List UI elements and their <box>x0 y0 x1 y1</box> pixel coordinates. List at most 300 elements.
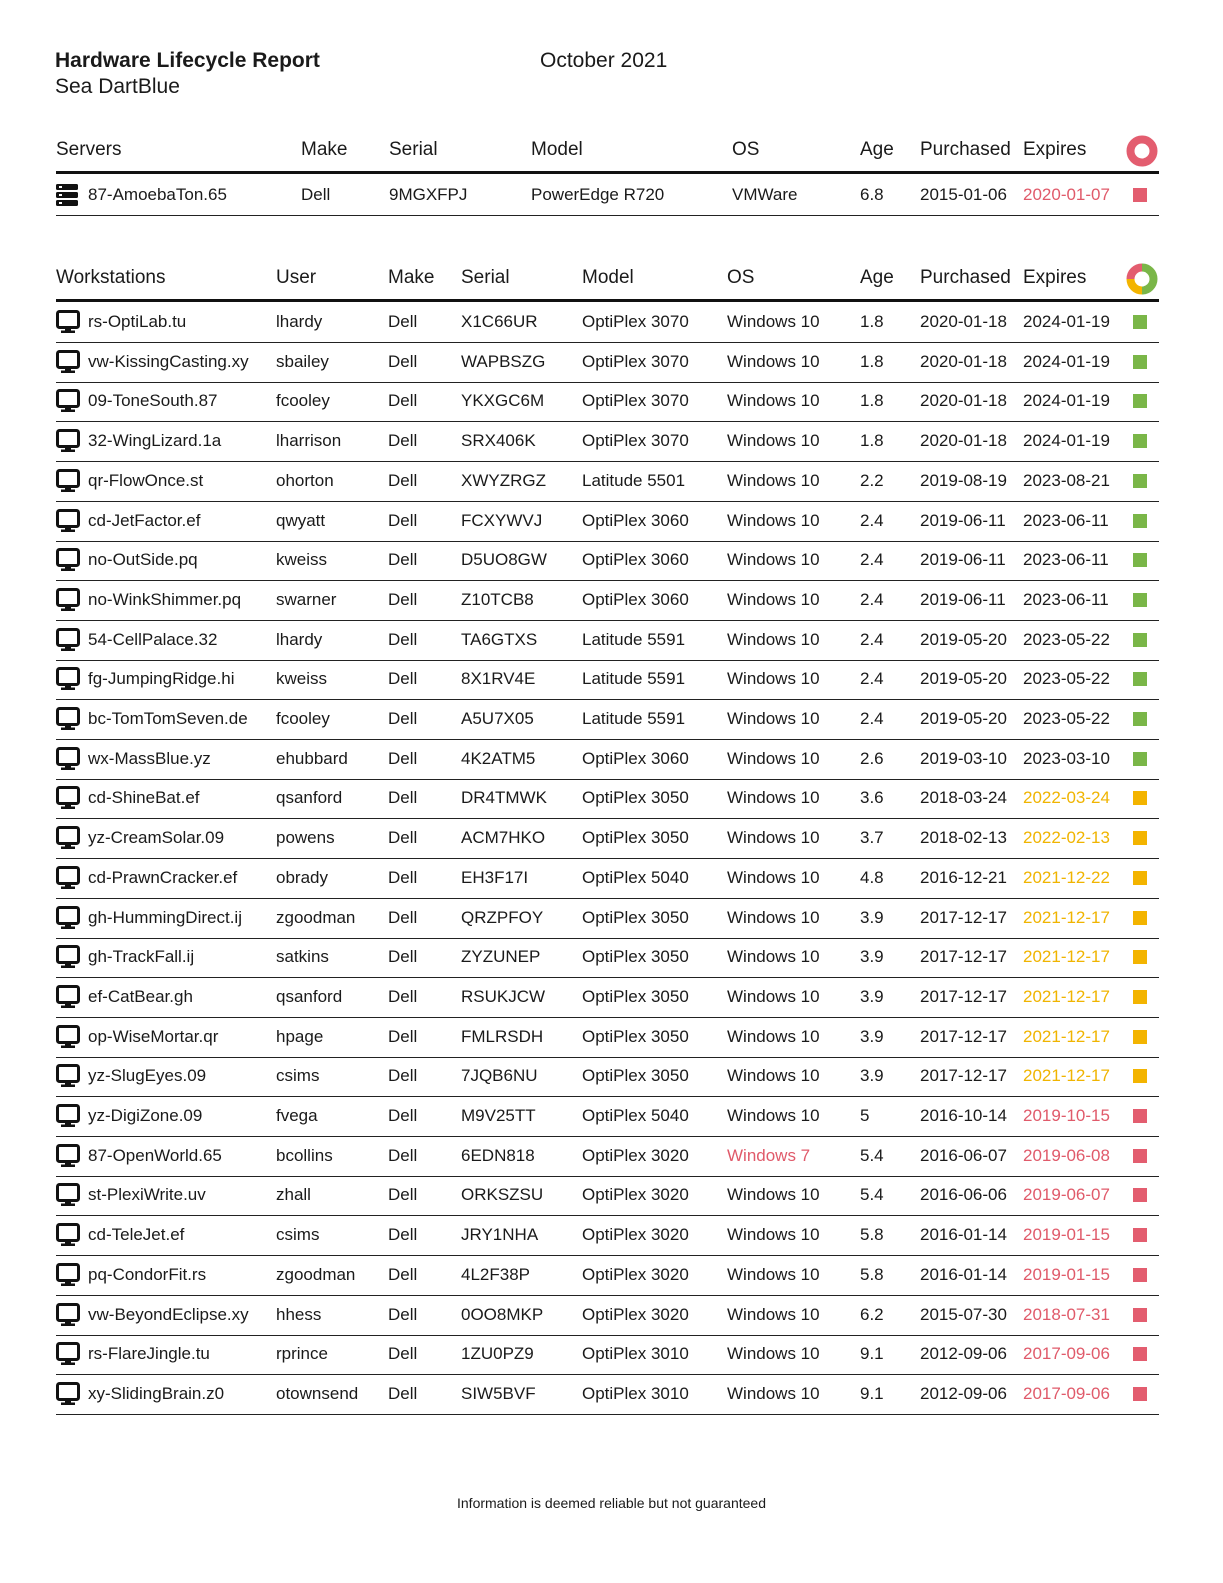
workstation-expires: 2019-06-07 <box>1023 1185 1110 1205</box>
workstation-model: OptiPlex 5040 <box>582 867 689 887</box>
workstation-name: cd-JetFactor.ef <box>88 510 201 530</box>
workstation-name: vw-KissingCasting.xy <box>88 351 249 371</box>
workstation-age: 3.9 <box>860 1066 884 1086</box>
workstation-row <box>56 1215 1159 1256</box>
server-serial: 9MGXFPJ <box>389 185 468 204</box>
workstation-model: OptiPlex 3020 <box>582 1145 689 1165</box>
workstation-serial: 6EDN818 <box>461 1145 535 1165</box>
workstation-expires: 2019-01-15 <box>1023 1264 1110 1284</box>
workstation-expires: 2019-01-15 <box>1023 1225 1110 1245</box>
workstation-serial: YKXGC6M <box>461 391 545 411</box>
workstation-serial: XWYZRGZ <box>461 470 546 490</box>
workstation-name: rs-FlareJingle.tu <box>88 1344 210 1364</box>
workstation-make: Dell <box>388 907 418 927</box>
workstation-expires: 2024-01-19 <box>1023 431 1110 451</box>
workstation-row <box>56 421 1159 462</box>
status-indicator-red <box>1133 1347 1147 1361</box>
workstation-expires: 2024-01-19 <box>1023 391 1110 411</box>
workstation-name: fg-JumpingRidge.hi <box>88 669 235 689</box>
workstation-expires: 2021-12-17 <box>1023 986 1110 1006</box>
workstation-row <box>56 1017 1159 1058</box>
workstation-model: Latitude 5501 <box>582 470 686 490</box>
server-model: PowerEdge R720 <box>531 185 665 204</box>
workstation-purchased: 2016-12-21 <box>920 867 1007 887</box>
workstation-make: Dell <box>388 669 418 689</box>
workstation-model: OptiPlex 3010 <box>582 1344 689 1364</box>
workstation-os: Windows 10 <box>727 669 820 689</box>
servers-header-make: Make <box>301 139 348 160</box>
workstation-name: wx-MassBlue.yz <box>88 748 211 768</box>
workstation-expires: 2019-06-08 <box>1023 1145 1110 1165</box>
workstation-row <box>56 858 1159 899</box>
status-indicator-green <box>1133 593 1147 607</box>
workstation-age: 2.4 <box>860 550 884 570</box>
workstation-expires: 2021-12-17 <box>1023 1026 1110 1046</box>
workstation-row <box>56 1175 1159 1216</box>
workstation-make: Dell <box>388 748 418 768</box>
workstation-name: gh-TrackFall.ij <box>88 947 195 967</box>
status-indicator-amber <box>1133 791 1147 805</box>
workstation-model: OptiPlex 3050 <box>582 947 689 967</box>
workstation-user: fcooley <box>276 709 330 728</box>
workstation-make: Dell <box>388 947 418 967</box>
workstation-serial: SRX406K <box>461 431 536 451</box>
workstation-model: OptiPlex 3020 <box>582 1225 689 1245</box>
workstation-user: lharrison <box>276 431 342 451</box>
workstation-age: 5.4 <box>860 1145 884 1165</box>
server-expires: 2020-01-07 <box>1023 185 1110 204</box>
report-period: October 2021 <box>540 49 668 72</box>
status-indicator-amber <box>1133 950 1147 964</box>
workstation-model: OptiPlex 3070 <box>582 312 689 331</box>
workstation-row <box>56 659 1159 700</box>
status-indicator-red <box>1133 1268 1147 1282</box>
workstation-user: rprince <box>276 1344 328 1364</box>
workstation-age: 2.4 <box>860 629 884 649</box>
monitor-icon <box>56 548 80 572</box>
workstation-serial: TA6GTXS <box>461 629 538 649</box>
workstation-row <box>56 620 1159 661</box>
workstation-purchased: 2017-12-17 <box>920 947 1007 967</box>
workstation-purchased: 2020-01-18 <box>920 431 1007 451</box>
workstation-os: Windows 10 <box>727 986 820 1006</box>
monitor-icon <box>56 707 80 731</box>
server-row <box>56 175 1159 216</box>
status-indicator-green <box>1133 672 1147 686</box>
workstation-model: OptiPlex 3070 <box>582 431 689 451</box>
workstation-user: powens <box>276 828 335 848</box>
status-indicator-amber <box>1133 831 1147 845</box>
workstation-name: vw-BeyondEclipse.xy <box>88 1304 249 1324</box>
workstation-expires: 2021-12-17 <box>1023 947 1110 967</box>
workstation-model: OptiPlex 3050 <box>582 986 689 1006</box>
workstation-serial: 4L2F38P <box>461 1264 530 1284</box>
workstation-serial: 0OO8MKP <box>461 1304 544 1324</box>
workstation-make: Dell <box>388 788 418 808</box>
workstation-purchased: 2018-03-24 <box>920 788 1007 808</box>
workstation-row <box>56 1255 1159 1296</box>
workstation-serial: ACM7HKO <box>461 828 546 848</box>
workstation-user: qwyatt <box>276 510 326 530</box>
workstations-header-user: User <box>276 267 317 288</box>
workstation-serial: WAPBSZG <box>461 351 546 371</box>
workstation-make: Dell <box>388 351 418 371</box>
workstation-make: Dell <box>388 470 418 490</box>
status-indicator-green <box>1133 712 1147 726</box>
workstation-os: Windows 10 <box>727 1106 820 1125</box>
workstation-age: 2.4 <box>860 709 884 728</box>
workstation-age: 3.7 <box>860 828 884 848</box>
servers-header-expires: Expires <box>1023 139 1087 160</box>
monitor-icon <box>56 826 80 850</box>
status-indicator-red <box>1133 1228 1147 1242</box>
workstation-user: qsanford <box>276 788 343 808</box>
workstation-os: Windows 10 <box>727 748 820 768</box>
monitor-icon <box>56 1144 80 1168</box>
workstation-user: fvega <box>276 1106 318 1125</box>
workstation-make: Dell <box>388 312 418 331</box>
workstation-os: Windows 10 <box>727 1225 820 1245</box>
workstation-expires: 2021-12-22 <box>1023 867 1110 887</box>
workstation-expires: 2018-07-31 <box>1023 1304 1110 1324</box>
workstation-os: Windows 10 <box>727 1185 820 1205</box>
workstation-os: Windows 10 <box>727 312 820 331</box>
workstation-serial: EH3F17I <box>461 867 529 887</box>
workstation-user: csims <box>276 1225 320 1245</box>
workstation-make: Dell <box>388 1106 418 1125</box>
workstation-serial: RSUKJCW <box>461 986 546 1006</box>
workstation-model: OptiPlex 3060 <box>582 550 689 570</box>
workstation-serial: SIW5BVF <box>461 1383 536 1403</box>
workstation-serial: JRY1NHA <box>461 1225 539 1245</box>
workstation-os: Windows 7 <box>727 1145 811 1165</box>
footer-disclaimer: Information is deemed reliable but not guaranteed <box>457 1495 766 1511</box>
workstation-serial: A5U7X05 <box>461 709 534 728</box>
workstation-os: Windows 10 <box>727 947 820 967</box>
workstation-expires: 2023-05-22 <box>1023 669 1110 689</box>
workstation-os: Windows 10 <box>727 1304 820 1324</box>
workstation-name: op-WiseMortar.qr <box>88 1026 219 1046</box>
workstation-user: lhardy <box>276 312 323 331</box>
monitor-icon <box>56 310 80 334</box>
workstation-row <box>56 818 1159 859</box>
workstation-model: OptiPlex 3050 <box>582 1026 689 1046</box>
server-name: 87-AmoebaTon.65 <box>88 185 227 204</box>
workstation-name: 54-CellPalace.32 <box>88 629 218 649</box>
servers-header-age: Age <box>860 139 894 160</box>
workstation-user: lhardy <box>276 629 323 649</box>
workstation-expires: 2023-06-11 <box>1023 589 1109 609</box>
workstation-row <box>56 937 1159 978</box>
workstation-make: Dell <box>388 986 418 1006</box>
workstation-user: sbailey <box>276 351 329 371</box>
workstation-name: pq-CondorFit.rs <box>88 1264 207 1284</box>
workstation-make: Dell <box>388 1383 418 1403</box>
workstations-header-purchased: Purchased <box>920 267 1011 288</box>
workstation-age: 1.8 <box>860 312 884 331</box>
workstation-age: 9.1 <box>860 1383 884 1403</box>
workstation-age: 4.8 <box>860 867 884 887</box>
workstation-expires: 2024-01-19 <box>1023 351 1110 371</box>
workstation-purchased: 2019-05-20 <box>920 629 1007 649</box>
workstation-os: Windows 10 <box>727 867 820 887</box>
workstation-os: Windows 10 <box>727 1066 820 1086</box>
workstation-purchased: 2019-06-11 <box>920 510 1006 530</box>
workstation-name: cd-ShineBat.ef <box>88 788 200 808</box>
workstation-purchased: 2020-01-18 <box>920 351 1007 371</box>
workstation-purchased: 2019-05-20 <box>920 669 1007 689</box>
monitor-icon <box>56 866 80 890</box>
server-purchased: 2015-01-06 <box>920 185 1007 204</box>
workstation-model: Latitude 5591 <box>582 629 686 649</box>
workstation-make: Dell <box>388 1145 418 1165</box>
workstation-os: Windows 10 <box>727 589 820 609</box>
workstation-model: OptiPlex 3020 <box>582 1185 689 1205</box>
workstation-make: Dell <box>388 1185 418 1205</box>
server-os: VMWare <box>732 185 798 204</box>
workstation-model: OptiPlex 3050 <box>582 1066 689 1086</box>
workstation-purchased: 2019-03-10 <box>920 748 1007 768</box>
status-indicator-green <box>1133 434 1147 448</box>
workstation-purchased: 2020-01-18 <box>920 391 1007 411</box>
workstation-name: bc-TomTomSeven.de <box>88 709 248 728</box>
workstations-header-serial: Serial <box>461 267 510 288</box>
monitor-icon <box>56 1104 80 1128</box>
status-indicator-green <box>1133 474 1147 488</box>
workstation-age: 2.4 <box>860 589 884 609</box>
workstation-make: Dell <box>388 510 418 530</box>
workstation-serial: FMLRSDH <box>461 1026 544 1046</box>
servers-header-row <box>56 131 1159 174</box>
workstation-age: 2.4 <box>860 510 884 530</box>
workstation-purchased: 2017-12-17 <box>920 907 1007 927</box>
workstation-name: yz-SlugEyes.09 <box>88 1066 207 1086</box>
workstation-purchased: 2016-01-14 <box>920 1225 1007 1245</box>
workstation-user: fcooley <box>276 391 330 411</box>
workstation-os: Windows 10 <box>727 351 820 371</box>
workstation-row <box>56 501 1159 542</box>
workstation-purchased: 2012-09-06 <box>920 1383 1007 1403</box>
status-indicator-green <box>1133 514 1147 528</box>
workstation-expires: 2019-10-15 <box>1023 1106 1110 1125</box>
workstation-age: 1.8 <box>860 351 884 371</box>
monitor-icon <box>56 1303 80 1327</box>
monitor-icon <box>56 588 80 612</box>
workstation-expires: 2021-12-17 <box>1023 1066 1110 1086</box>
workstation-model: OptiPlex 3060 <box>582 589 689 609</box>
workstation-user: satkins <box>276 947 329 967</box>
workstation-model: OptiPlex 3070 <box>582 351 689 371</box>
workstations-header-os: OS <box>727 267 755 288</box>
workstation-age: 2.2 <box>860 470 884 490</box>
workstation-name: ef-CatBear.gh <box>88 986 193 1006</box>
workstation-serial: ORKSZSU <box>461 1185 544 1205</box>
workstation-row <box>56 699 1159 740</box>
workstation-user: zgoodman <box>276 1264 356 1284</box>
workstation-user: swarner <box>276 589 337 609</box>
workstation-user: qsanford <box>276 986 343 1006</box>
workstation-age: 3.6 <box>860 788 884 808</box>
workstation-name: 32-WingLizard.1a <box>88 431 222 451</box>
workstation-os: Windows 10 <box>727 510 820 530</box>
workstation-row <box>56 977 1159 1018</box>
workstation-age: 1.8 <box>860 431 884 451</box>
status-indicator-amber <box>1133 1030 1147 1044</box>
workstation-expires: 2022-03-24 <box>1023 788 1110 808</box>
status-indicator-green <box>1133 553 1147 567</box>
workstation-model: Latitude 5591 <box>582 669 686 689</box>
workstation-os: Windows 10 <box>727 828 820 848</box>
workstation-user: obrady <box>276 867 328 887</box>
monitor-icon <box>56 1025 80 1049</box>
workstation-name: rs-OptiLab.tu <box>88 312 187 331</box>
monitor-icon <box>56 628 80 652</box>
workstation-make: Dell <box>388 828 418 848</box>
workstation-expires: 2023-06-11 <box>1023 510 1109 530</box>
monitor-icon <box>56 1342 80 1366</box>
servers-header-purchased: Purchased <box>920 139 1011 160</box>
site-name: Sea DartBlue <box>55 75 180 98</box>
status-indicator-amber <box>1133 871 1147 885</box>
workstation-expires: 2017-09-06 <box>1023 1383 1110 1403</box>
monitor-icon <box>56 786 80 810</box>
workstation-name: 87-OpenWorld.65 <box>88 1145 222 1165</box>
workstation-age: 3.9 <box>860 986 884 1006</box>
workstation-user: ehubbard <box>276 748 348 768</box>
workstation-age: 1.8 <box>860 391 884 411</box>
monitor-icon <box>56 1183 80 1207</box>
workstation-row <box>56 1136 1159 1177</box>
workstation-name: cd-PrawnCracker.ef <box>88 867 238 887</box>
workstation-row <box>56 302 1159 343</box>
workstation-purchased: 2017-12-17 <box>920 1066 1007 1086</box>
workstation-user: otownsend <box>276 1383 359 1403</box>
workstation-expires: 2024-01-19 <box>1023 312 1110 331</box>
workstation-user: bcollins <box>276 1145 333 1165</box>
workstation-name: st-PlexiWrite.uv <box>88 1185 206 1205</box>
workstation-os: Windows 10 <box>727 550 820 570</box>
workstations-header-expires: Expires <box>1023 267 1087 288</box>
workstation-row <box>56 1374 1159 1415</box>
workstation-expires: 2022-02-13 <box>1023 828 1110 848</box>
workstation-purchased: 2016-01-14 <box>920 1264 1007 1284</box>
workstation-row <box>56 898 1159 939</box>
workstation-os: Windows 10 <box>727 709 820 728</box>
workstation-age: 5.8 <box>860 1225 884 1245</box>
workstation-row <box>56 342 1159 383</box>
workstation-make: Dell <box>388 589 418 609</box>
workstation-row <box>56 1056 1159 1097</box>
servers-header-model: Model <box>531 139 583 160</box>
workstation-row <box>56 1334 1159 1375</box>
workstation-model: OptiPlex 3060 <box>582 510 689 530</box>
workstation-make: Dell <box>388 1066 418 1086</box>
workstation-purchased: 2016-06-07 <box>920 1145 1007 1165</box>
monitor-icon <box>56 1064 80 1088</box>
workstation-purchased: 2015-07-30 <box>920 1304 1007 1324</box>
monitor-icon <box>56 747 80 771</box>
servers-header-os: OS <box>732 139 760 160</box>
workstation-expires: 2021-12-17 <box>1023 907 1110 927</box>
workstations-header-name: Workstations <box>56 267 166 288</box>
workstation-purchased: 2017-12-17 <box>920 986 1007 1006</box>
workstation-row <box>56 1295 1159 1336</box>
workstation-name: yz-DigiZone.09 <box>88 1106 203 1125</box>
workstations-header-model: Model <box>582 267 634 288</box>
workstation-age: 5.4 <box>860 1185 884 1205</box>
workstation-os: Windows 10 <box>727 907 820 927</box>
status-indicator-red <box>1133 188 1147 202</box>
workstation-model: OptiPlex 3070 <box>582 391 689 411</box>
report-title: Hardware Lifecycle Report <box>55 49 320 72</box>
workstation-make: Dell <box>388 431 418 451</box>
workstation-row <box>56 381 1159 422</box>
workstation-age: 5 <box>860 1106 870 1125</box>
workstation-model: Latitude 5591 <box>582 709 686 728</box>
workstation-make: Dell <box>388 550 418 570</box>
workstation-row <box>56 739 1159 780</box>
workstation-make: Dell <box>388 391 418 411</box>
workstation-user: csims <box>276 1066 320 1086</box>
workstation-os: Windows 10 <box>727 1383 820 1403</box>
monitor-icon <box>56 389 80 413</box>
servers-header-name: Servers <box>56 139 122 160</box>
workstation-age: 9.1 <box>860 1344 884 1364</box>
workstation-expires: 2023-06-11 <box>1023 550 1109 570</box>
servers-header-serial: Serial <box>389 139 438 160</box>
workstation-row <box>56 580 1159 621</box>
workstation-user: ohorton <box>276 470 334 490</box>
workstation-purchased: 2016-10-14 <box>920 1106 1007 1125</box>
monitor-icon <box>56 1263 80 1287</box>
monitor-icon <box>56 509 80 533</box>
workstation-os: Windows 10 <box>727 788 820 808</box>
workstation-os: Windows 10 <box>727 1264 820 1284</box>
workstation-model: OptiPlex 3060 <box>582 748 689 768</box>
workstation-purchased: 2018-02-13 <box>920 828 1007 848</box>
workstation-user: kweiss <box>276 550 328 570</box>
workstation-os: Windows 10 <box>727 470 820 490</box>
server-icon <box>56 183 78 207</box>
workstations-header-row <box>56 259 1159 302</box>
workstation-make: Dell <box>388 1026 418 1046</box>
workstation-name: xy-SlidingBrain.z0 <box>88 1383 225 1403</box>
status-indicator-amber <box>1133 1069 1147 1083</box>
status-indicator-red <box>1133 1308 1147 1322</box>
workstation-model: OptiPlex 3050 <box>582 907 689 927</box>
workstation-model: OptiPlex 5040 <box>582 1106 689 1125</box>
status-indicator-amber <box>1133 911 1147 925</box>
workstation-make: Dell <box>388 1304 418 1324</box>
workstation-make: Dell <box>388 629 418 649</box>
monitor-icon <box>56 985 80 1009</box>
server-make: Dell <box>301 185 331 204</box>
workstation-expires: 2023-08-21 <box>1023 470 1110 490</box>
workstation-row <box>56 1096 1159 1137</box>
workstation-purchased: 2017-12-17 <box>920 1026 1007 1046</box>
workstation-age: 5.8 <box>860 1264 884 1284</box>
workstation-make: Dell <box>388 1225 418 1245</box>
multicolor-status-ring-icon <box>1125 262 1159 296</box>
workstation-serial: 1ZU0PZ9 <box>461 1344 534 1364</box>
workstation-model: OptiPlex 3050 <box>582 828 689 848</box>
monitor-icon <box>56 1382 80 1406</box>
monitor-icon <box>56 429 80 453</box>
workstation-make: Dell <box>388 1344 418 1364</box>
monitor-icon <box>56 350 80 374</box>
workstation-purchased: 2016-06-06 <box>920 1185 1007 1205</box>
red-status-ring-icon <box>1125 134 1159 168</box>
